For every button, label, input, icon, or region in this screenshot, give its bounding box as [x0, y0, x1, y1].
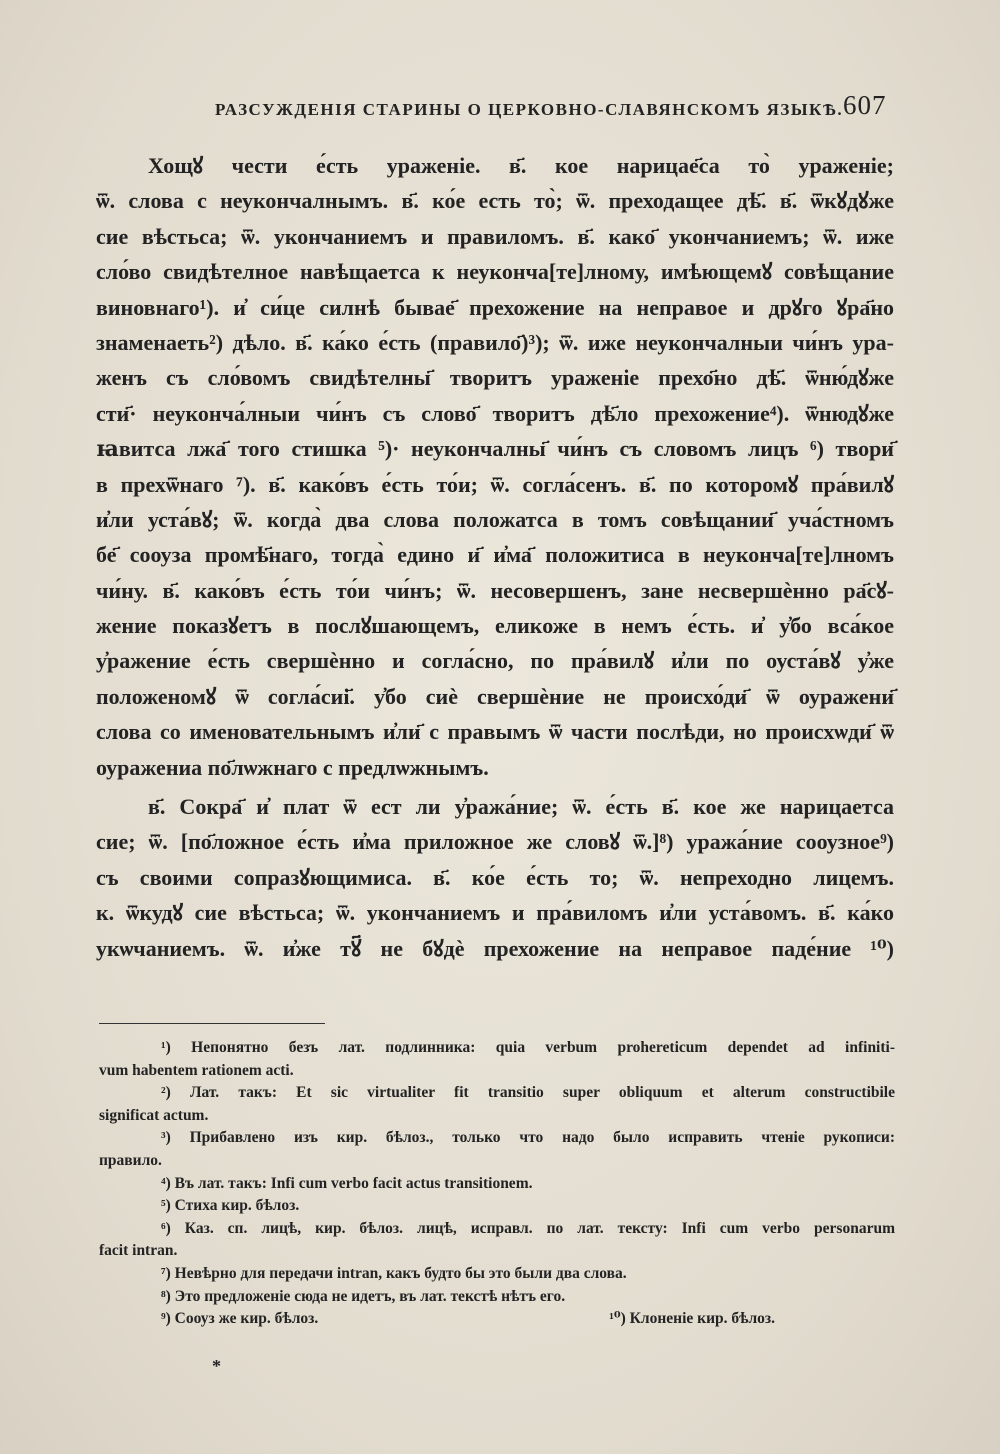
footnote-1: ¹) Непонятно безъ лат. подлинника: quia verbum prohereticum dependet ad infiniti-	[161, 1039, 895, 1056]
text-line: знаменаеть²) дѣло. в҃. ка́ко е́сть (правило҃)³); ѿ. иже неукончалныи чи́нъ ура-	[96, 329, 894, 355]
footnote-row-9-10	[99, 1308, 895, 1331]
text-line: сие вѣстьса; ѿ. укончаниемъ и правиломъ. в҃. како҃ укончаниемъ; ѿ. иже	[96, 223, 894, 249]
running-head: РАЗСУЖДЕНІЯ СТАРИНЫ О ЦЕРКОВНО-СЛАВЯНСКОМЪ ЯЗЫКѢ.	[215, 100, 844, 119]
text-line: в прехѿнаго ⁷). в҃. како́въ е́сть то́и; ѿ. согла́сенъ. в҃. по которомꙋ пра́вилꙋ	[96, 471, 894, 497]
text-line: жение показꙋетъ в послꙋшающемъ, еликоже в немъ е́сть. и҆ у҆бо вса́кое	[96, 613, 894, 639]
text-line: слова со именовательнымъ и҆ли҃ с правымъ ѿ части послѣди, но происхѡди҃ ѿ	[96, 719, 894, 745]
signature-mark: *	[212, 1356, 221, 1376]
footnote-8: ⁸) Это предложеніе сюда не идетъ, въ лат. текстѣ нѣтъ его.	[161, 1287, 566, 1305]
footnote-10: ¹⁰) Клоненіе кир. бѣлоз.	[609, 1310, 775, 1328]
text-line: сие; ѿ. [по҃ложное е́сть и҆ма приложное же словꙋ ѿ.]⁸) уража́ние сооузное⁹)	[96, 829, 894, 855]
text-line: у҆ражение е́сть свершѐнно и согла́сно, по пра́вилꙋ и҆ли по оуста́вꙋ у҆же	[96, 648, 894, 674]
main-text	[96, 148, 894, 966]
text-line: и҆ли уста́вꙋ; ѿ. когда̀ два слова положатса в томъ совѣщании҃ уча́стномъ	[96, 506, 894, 532]
footnote-5: ⁵) Стиха кир. бѣлоз.	[161, 1197, 300, 1215]
text-line: чи́ну. в҃. како́въ е́сть то́и чи́нъ; ѿ. несовершенъ, зане несвершѐнно ра҃сꙋ-	[96, 577, 894, 603]
footnote-1-cont: vum habentem rationem acti.	[99, 1061, 294, 1079]
text-line: положеномꙋ ѿ согла́сиі҃. у҆бо сиѐ свершѐние не происхо́ди҃ ѿ оуражени҃	[96, 683, 894, 709]
text-line: оуражениа по҃лѡжнаго с предлѡжнымъ.	[96, 754, 489, 780]
text-line: бе҃ сооуза промѣ҃наго, тогда̀ едино и҃ и҆ма҃ положитиса в неуконча[те]лномъ	[96, 542, 894, 568]
footnote-3: ³) Прибавлено изъ кир. бѣлоз., только что надо было исправить чтеніе рукописи:	[161, 1129, 895, 1147]
text-line: съ своими сопразꙋющимиса. в҃. ко́е е́сть то; ѿ. непреходно лицемъ.	[96, 864, 894, 890]
text-line: ꙗвитса лжа҃ того стишка ⁵)· неукончалны҃ чи́нъ съ словомъ лицъ ⁶) твори҃	[96, 436, 894, 462]
footnote-2-cont: significat actum.	[99, 1106, 209, 1124]
footnote-6: ⁶) Каз. сп. лицѣ, кир. бѣлоз. лицѣ, исправл. по лат. тексту: Infi cum verbo personarum	[161, 1219, 895, 1237]
footnotes	[99, 1037, 895, 1331]
text-line: виновнаго¹). и҆ си́це силнѣ бывае҃ прехожение на неправое и дрꙋго ꙋра҃но	[96, 294, 894, 320]
footnote-2: ²) Лат. такъ: Et sic virtualiter fit transitio super obliquum et alterum constructibile	[161, 1084, 895, 1102]
footnote-7: ⁷) Невѣрно для передачи intran, какъ будто бы это были два слова.	[161, 1264, 627, 1282]
footnote-4: ⁴) Въ лат. такъ: Infi cum verbo facit actus transitionem.	[161, 1174, 533, 1192]
footnote-divider	[99, 1023, 325, 1024]
page-number: 607	[843, 90, 887, 120]
text-line: Хощꙋ чести е́сть ураженіе. в҃. кое нарицае҃са то̀ ураженіе;	[148, 153, 894, 178]
text-line: женъ съ сло́вомъ свидѣтелны҃ творитъ ураженіе прехо҃но дѣ҃. ѿню́дꙋже	[96, 365, 894, 391]
text-line: ѿ. слова с неукончалнымъ. в҃. ко́е есть то̀; ѿ. преходащее дѣ҃. в҃. ѿкꙋдꙋже	[96, 188, 894, 214]
text-line: укѡчаниемъ. ѿ. и҆же тꙋ҃ не бꙋдѐ прехожение на неправое паде́ние ¹⁰)	[96, 935, 894, 961]
text-line: сти҃· неуконча́лныи чи́нъ съ слово҃ творитъ дѣ҃ло прехожение⁴). ѿнюдꙋже	[96, 400, 894, 426]
text-line: сло́во свидѣтелное навѣщаетса к неуконча[те]лному, имѣющемꙋ совѣщание	[96, 259, 894, 285]
text-line: в҃. Сокра҃ и҆ плат ѿ ест ли у҆ража́ние; ѿ. е́сть в҃. кое же нарицаетса	[148, 794, 894, 820]
text-line: к. ѿкудꙋ сие вѣстьса; ѿ. укончаниемъ и пра́виломъ и҆ли уста́вомъ. в҃. ка́ко	[96, 900, 894, 926]
footnote-3-cont: правило.	[99, 1151, 162, 1169]
footnote-9: ⁹) Сооуз же кир. бѣлоз.	[161, 1310, 319, 1328]
footnote-6-cont: facit intran.	[99, 1242, 178, 1260]
